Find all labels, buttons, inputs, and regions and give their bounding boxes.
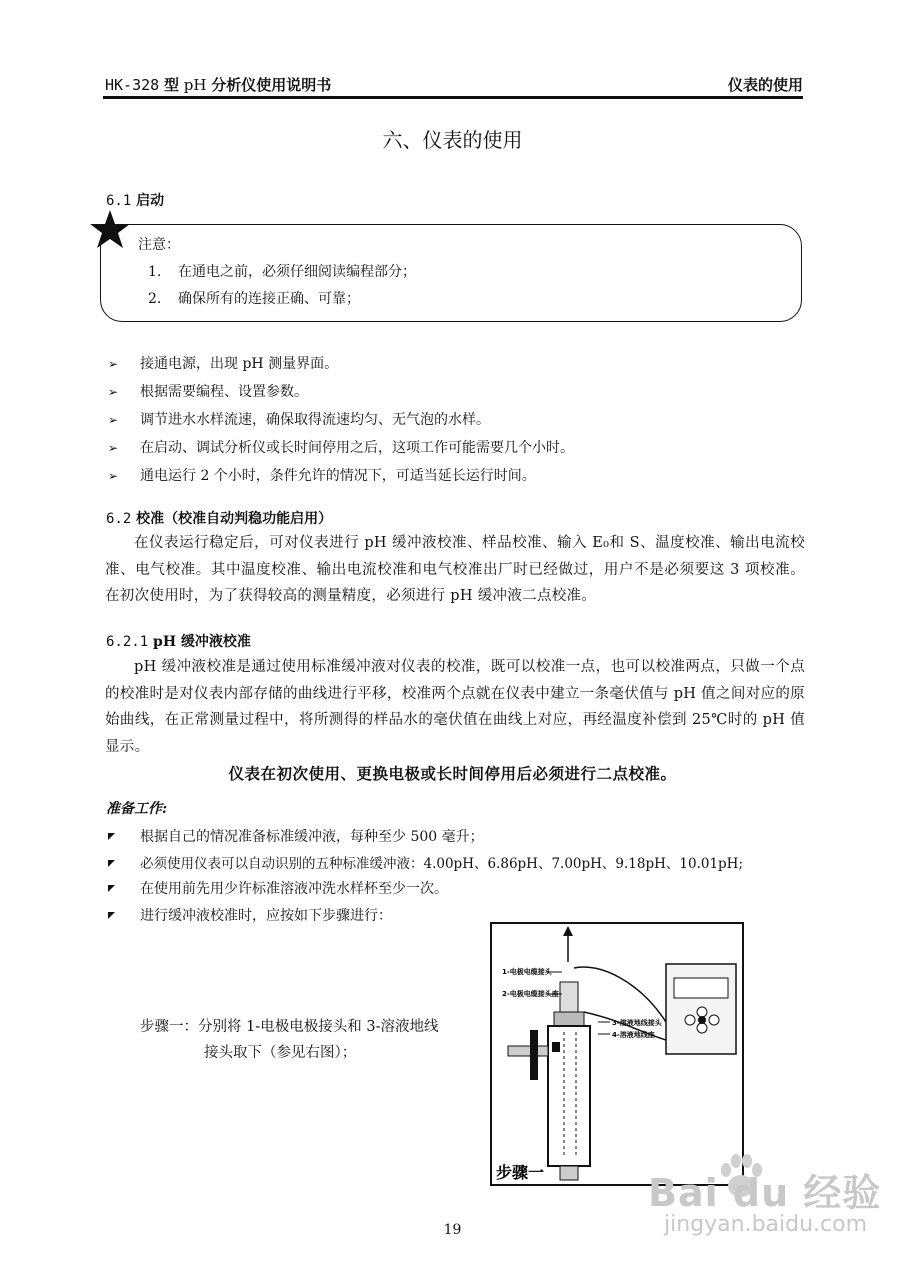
arrow-bullet-icon: ➢	[108, 385, 119, 399]
list-item-text: 根据需要编程、设置参数。	[140, 384, 308, 400]
section-number: 6.1	[106, 193, 132, 209]
section-title: 启动	[136, 193, 165, 209]
list-item	[108, 905, 392, 925]
arrow-bullet-icon: ➢	[108, 413, 119, 427]
list-item-text: 在使用前先用少许标准溶液冲洗水样杯至少一次。	[140, 881, 448, 897]
triangle-bullet-icon	[108, 829, 140, 845]
step-1-diagram	[490, 922, 744, 1186]
header-doc-title	[105, 74, 331, 95]
header-title: 分析仪使用说明书	[211, 76, 332, 94]
list-item	[108, 465, 536, 485]
figure-label: 1-电极电缆接头	[502, 968, 552, 976]
figure-label: 3-溶液地线接头	[612, 1019, 662, 1027]
figure-caption: 步骤一	[496, 1163, 545, 1182]
list-item-text: 调节进水水样流速，确保取得流速均匀、无气泡的水样。	[140, 412, 490, 428]
prep-title: 准备工作:	[106, 801, 168, 817]
watermark-url: jingyan.baidu.com	[664, 1212, 868, 1237]
section-title: 校准（校准自动判稳功能启用）	[136, 511, 333, 527]
list-item-text: 必须使用仪表可以自动识别的五种标准缓冲液：4.00pH、6.86pH、7.00pH、9.18pH、10.01pH;	[140, 856, 744, 872]
arrow-bullet-icon: ➢	[108, 357, 119, 371]
triangle-bullet-icon	[108, 908, 140, 924]
list-item	[108, 826, 484, 846]
header-ph: pH	[183, 76, 207, 94]
section-number: 6.2.1	[106, 634, 149, 650]
list-item	[108, 409, 490, 429]
notice-title: 注意：	[138, 237, 180, 253]
list-item	[108, 381, 308, 401]
step-1-line-2: 接头取下（参见右图）；	[204, 1045, 357, 1061]
list-item	[108, 878, 448, 898]
notice-item-number: 2.	[148, 291, 162, 307]
paragraph-text: 在仪表运行稳定后，可对仪表进行 pH 缓冲液校准、样品校准、输入 E₀和 S、温度校准、输出电流校准、电气校准。其中温度校准、输出电流校准和电气校准出厂时已经做过，用户不是必须要这 3 项校准。在初次使用时，为了获得较高的测量精度，必须进行 pH 缓冲液二点校准。	[105, 535, 805, 604]
list-item-text: 接通电源，出现 pH 测量界面。	[140, 356, 339, 372]
chapter-title: 六、仪表的使用	[382, 128, 523, 152]
notice-item-number: 1.	[148, 264, 162, 280]
list-item	[108, 437, 574, 457]
page-number: 19	[443, 1222, 462, 1238]
star-icon	[88, 208, 132, 252]
section-6-1-heading	[106, 190, 164, 210]
triangle-bullet-icon	[108, 856, 140, 872]
section-6-2-1-heading	[106, 631, 251, 651]
list-item-text: 通电运行 2 个小时，条件允许的情况下，可适当延长运行时间。	[140, 468, 536, 484]
notice-item	[148, 261, 416, 281]
notice-item	[148, 288, 360, 308]
notice-item-text: 确保所有的连接正确、可靠；	[178, 291, 360, 307]
notice-item-text: 在通电之前，必须仔细阅读编程部分；	[178, 264, 416, 280]
section-number: 6.2	[106, 511, 132, 527]
header-type-char: 型	[163, 76, 179, 94]
paragraph-6-2	[105, 530, 805, 610]
step-1-text	[140, 1014, 438, 1066]
watermark-logo: Bai du 经验	[648, 1171, 882, 1215]
arrow-bullet-icon: ➢	[108, 441, 119, 455]
header-model: HK-328	[105, 76, 160, 94]
step-1-line-1: 步骤一：分别将 1-电极电极接头和 3-溶液地线	[140, 1019, 439, 1035]
emphasis-note: 仪表在初次使用、更换电极或长时间停用后必须进行二点校准。	[228, 765, 677, 783]
arrow-bullet-icon: ➢	[108, 469, 119, 483]
list-item-text: 进行缓冲液校准时，应按如下步骤进行：	[140, 908, 392, 924]
list-item-text: 在启动、调试分析仪或长时间停用之后，这项工作可能需要几个小时。	[140, 440, 574, 456]
section-title: pH 缓冲液校准	[153, 634, 251, 650]
list-item	[108, 852, 743, 872]
list-item-text: 根据自己的情况准备标准缓冲液，每种至少 500 毫升；	[140, 829, 484, 845]
figure-label: 2-电极电缆接头座	[502, 990, 559, 998]
list-item	[108, 353, 338, 373]
triangle-bullet-icon	[108, 881, 140, 897]
section-6-2-heading	[106, 508, 332, 528]
paragraph-6-2-1	[105, 654, 805, 760]
header-rule	[103, 96, 803, 99]
figure-label: 4-溶液地线座	[612, 1031, 655, 1039]
header-section: 仪表的使用	[727, 76, 803, 94]
paragraph-text: pH 缓冲液校准是通过使用标准缓冲液对仪表的校准，既可以校准一点，也可以校准两点，只做一个点的校准时是对仪表内部存储的曲线进行平移，校准两个点就在仪表中建立一条毫伏值与 pH 值之间对应的原始曲线，在正常测量过程中，将所测得的样品水的毫伏值在曲线上对应，再经温度补偿到 25℃时的 pH 值显示。	[105, 659, 805, 755]
